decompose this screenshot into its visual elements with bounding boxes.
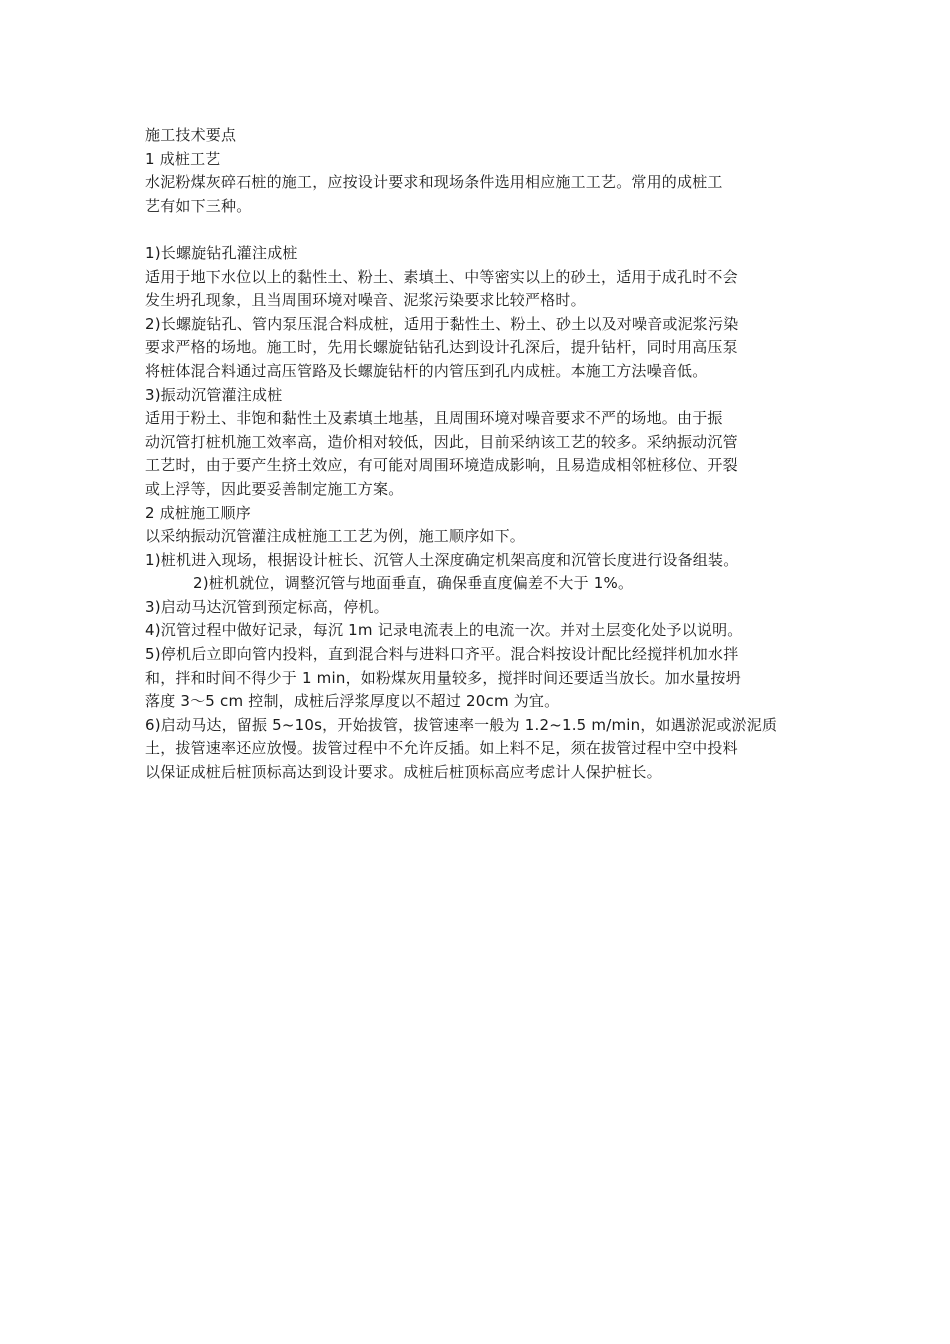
paragraph-line: 以保证成桩后桩顶标高达到设计要求。成桩后桩顶标高应考虑计人保护桩长。 — [145, 763, 662, 782]
paragraph-line: 动沉管打桩机施工效率高，造价相对较低，因此，目前采纳该工艺的较多。采纳振动沉管 — [145, 432, 738, 451]
paragraph-line: 工艺时，由于要产生挤土效应，有可能对周围环境造成影响，且易造成相邻桩移位、开裂 — [145, 456, 738, 475]
paragraph-line: 或上浮等，因此要妥善制定施工方案。 — [145, 479, 404, 498]
paragraph-line: 艺有如下三种。 — [145, 196, 252, 215]
paragraph-line: 发生坍孔现象，且当周围环境对噪音、泥浆污染要求比较严格时。 — [145, 291, 586, 310]
paragraph-line: 适用于粉土、非饱和黏性土及素填土地基，且周围环境对噪音要求不严的场地。由于振 — [145, 409, 723, 428]
subsection-heading: 2 成桩施工顺序 — [145, 503, 251, 522]
list-item: 2)桩机就位，调整沉管与地面垂直，确保垂直度偏差不大于 1%。 — [193, 574, 634, 593]
paragraph-line: 水泥粉煤灰碎石桩的施工，应按设计要求和现场条件选用相应施工工艺。常用的成桩工 — [145, 173, 723, 192]
section-heading: 施工技术要点 — [145, 126, 237, 144]
paragraph-line: 土，拔管速率还应放慢。拔管过程中不允许反插。如上料不足，须在拔管过程中空中投料 — [145, 739, 738, 758]
list-item: 4)沉管过程中做好记录，每沉 1m 记录电流表上的电流一次。并对土层变化处予以说明。 — [145, 621, 743, 640]
list-item: 2)长螺旋钻孔、管内泵压混合料成桩，适用于黏性土、粉土、砂土以及对噪音或泥浆污染 — [145, 314, 739, 333]
paragraph-line: 落度 3～5 cm 控制，成桩后浮浆厚度以不超过 20cm 为宜。 — [145, 692, 560, 711]
document-body — [145, 124, 810, 785]
list-item: 5)停机后立即向管内投料，直到混合料与进料口齐平。混合料按设计配比经搅拌机加水拌 — [145, 645, 739, 664]
paragraph-line: 适用于地下水位以上的黏性土、粉土、素填土、中等密实以上的砂土，适用于成孔时不会 — [145, 267, 738, 286]
list-item: 1)桩机进入现场，根据设计桩长、沉管人土深度确定机架高度和沉管长度进行设备组装。 — [145, 550, 739, 569]
paragraph-line: 和，拌和时间不得少于 1 min，如粉煤灰用量较多，搅拌时间还要适当放长。加水量按坍 — [145, 668, 741, 687]
blank-line — [145, 218, 810, 242]
paragraph-line: 以采纳振动沉管灌注成桩施工工艺为例，施工顺序如下。 — [145, 527, 526, 546]
subsection-heading: 1 成桩工艺 — [145, 149, 221, 168]
list-item: 6)启动马达，留振 5~10s，开始拔管，拔管速率一般为 1.2~1.5 m/min，如遇淤泥或淤泥质 — [145, 715, 778, 734]
list-item: 3)启动马达沉管到预定标高，停机。 — [145, 597, 389, 616]
paragraph-line: 要求严格的场地。施工时，先用长螺旋钻钻孔达到设计孔深后，提升钻杆，同时用高压泵 — [145, 338, 738, 357]
list-item-heading: 3)振动沉管灌注成桩 — [145, 385, 283, 404]
paragraph-line: 将桩体混合料通过高压管路及长螺旋钻杆的内管压到孔内成桩。本施工方法噪音低。 — [145, 361, 708, 380]
list-item-heading: 1)长螺旋钻孔灌注成桩 — [145, 243, 298, 262]
